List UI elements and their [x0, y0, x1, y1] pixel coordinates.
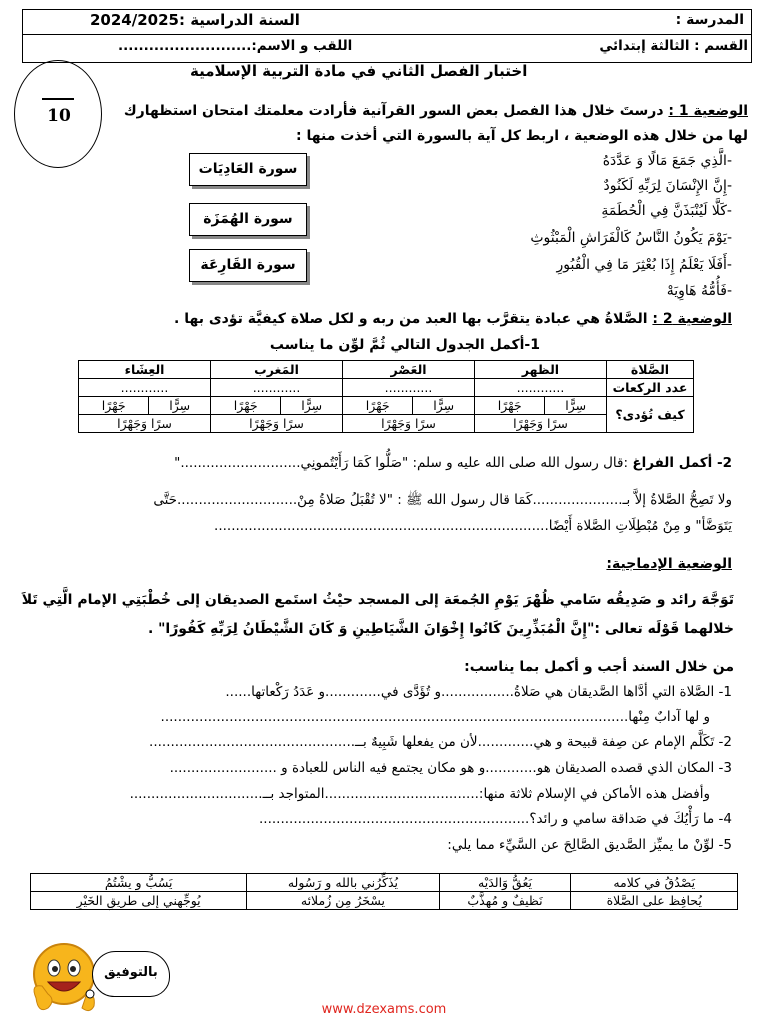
option-loud[interactable]: جَهْرًا	[343, 397, 413, 415]
option-loud[interactable]: جَهْرًا	[475, 397, 545, 415]
name-label[interactable]: اللقب و الاسم:..........................	[118, 38, 353, 54]
prayers-table	[78, 360, 694, 433]
situation1-instruction: درستَ خلال هذا الفصل بعض السور القرآنية فأرادت معلمتك امتحان استظهارك	[123, 103, 664, 119]
integration-q2[interactable]: 2- تَكَلَّم الإمام عن صِفة قبيحة و هي.............لأن من يفعلها شَبِيهٌ بــ................................................	[149, 734, 732, 750]
verse-item[interactable]: -كَلَّا لَيُنْبَذَنَّ فِي الْحُطَمَةِ	[601, 203, 732, 219]
option-secret[interactable]: سِرًّا	[413, 397, 475, 415]
year-label: السنة الدراسية :2024/2025	[90, 11, 300, 29]
situation2-statement: الصَّلاةُ هي عبادة يتقرَّب بها العبد من ربه و لكل صلاة كيفيَّة تؤدى بها .	[174, 311, 648, 327]
q2-text[interactable]: :قال رسول الله صلى الله عليه و سلم: "صَلُّوا كَمَا رَأَيْتُمونِي............................"	[174, 455, 629, 471]
integration-prompt: من خلال السند أجب و أكمل بما يناسب:	[464, 659, 734, 675]
verse-item[interactable]: -أَفَلَا يَعْلَمُ إِذَا بُعْثِرَ مَا فِي الْقُبُورِ	[556, 257, 732, 273]
table-header: الظهر	[475, 361, 607, 379]
trait-cell[interactable]: يُحافِظ على الصَّلاة	[571, 892, 738, 910]
sura-box-humaza[interactable]: سورة الهُمَزَة	[189, 203, 307, 236]
table-row	[79, 397, 694, 415]
table-row	[31, 892, 738, 910]
verse-item[interactable]: -يَوْمَ يَكُونُ النَّاسُ كَالْفَرَاشِ الْمَبْثُوثِ	[530, 230, 732, 246]
sura-box-adiyat[interactable]: سورة العَادِيَات	[189, 153, 307, 186]
score-value: 10	[47, 106, 71, 126]
integration-q5: 5- لوِّنْ ما يميِّز الصَّديق الصَّالِحَ عن السَّيِّء مما يلي:	[447, 837, 732, 853]
situation2-q1: 1-أكمل الجدول التالي ثُمَّ لوِّن ما يناسب	[269, 337, 540, 353]
trait-cell[interactable]: يَعُقُّ وَالدَيْه	[439, 874, 571, 892]
traits-table	[30, 873, 738, 910]
rakat-blank[interactable]: ............	[79, 379, 211, 397]
school-label: المدرسة :	[675, 12, 744, 28]
table-row	[79, 379, 694, 397]
q2-line1	[174, 455, 732, 471]
trait-cell[interactable]: يُوجِّهني إلى طريقِ الخَيْرِ	[31, 892, 247, 910]
table-header: العَصْر	[343, 361, 475, 379]
table-header: الصَّلاة	[607, 361, 694, 379]
website-watermark: www.dzexams.com	[321, 1002, 447, 1017]
situation1-text1	[124, 103, 748, 119]
header-separator	[22, 34, 752, 35]
q2-line2[interactable]: ولا تَصِحُّ الصَّلاةُ إلاَّ بـ.....................كَمَا قال رسول الله ﷺ : "لا تُقْبَلُ صَلاةُ مِنْ............................حَتَّى	[153, 492, 732, 508]
integration-text2: خلالهما قَوْلَه تعالى :"إِنَّ الْمُبَذِّرِينَ كَانُوا إِخْوَانَ الشَّيَاطِينِ وَ كَانَ الشَّيْطَانُ لِرَبِّهِ كَفُورًا" .	[147, 621, 734, 637]
table-row	[79, 415, 694, 433]
sura-box-qaria[interactable]: سورة القَارِعَة	[189, 249, 307, 282]
situation2-title: الوضعية 2 :	[652, 311, 732, 327]
option-loud[interactable]: جَهْرًا	[211, 397, 281, 415]
table-header-row	[79, 361, 694, 379]
trait-cell[interactable]: يَصْدُقُ في كلامه	[571, 874, 738, 892]
option-both[interactable]: سرًا وَجَهْرًا	[343, 415, 475, 433]
trait-cell[interactable]: يَسُبُّ و يشْتُمُ	[31, 874, 247, 892]
integration-q1b[interactable]: و لها آدابٌ مِنْها.............................................................................................................	[160, 709, 710, 725]
trait-cell[interactable]: نَظيفٌ و مُهذَّبٌ	[439, 892, 571, 910]
integration-title: الوضعية الإدماجية:	[606, 556, 732, 572]
table-row	[31, 874, 738, 892]
how-label: كيف تُؤدى؟	[607, 397, 694, 433]
option-both[interactable]: سرًا وَجَهْرًا	[79, 415, 211, 433]
integration-q4[interactable]: 4- ما رَأْيُكَ في صَداقة سامي و رائد؟...............................................................	[258, 811, 732, 827]
score-fraction-bar	[42, 98, 74, 100]
option-loud[interactable]: جَهْرًا	[79, 397, 149, 415]
trait-cell[interactable]: يُذَكِّرُني بالله و رَسُوله	[247, 874, 439, 892]
class-label: القسم : الثالثة إبتدائي	[599, 38, 748, 54]
situation2-text	[174, 311, 732, 327]
integration-q3b[interactable]: وأفضل هذه الأماكن في الإسلام ثلاثة منها:....................................المتواجد بــ...............................	[129, 786, 710, 802]
option-secret[interactable]: سِرًّا	[149, 397, 211, 415]
integration-q1a[interactable]: 1- الصَّلاة التي أدَّاها الصَّديقان هي صَلاةُ.................و تُؤَدَّى في.............و عَدَدُ رَكْعاتها......	[225, 684, 732, 700]
table-header: العِشَاء	[79, 361, 211, 379]
integration-text1: تَوَجَّهَ رائد و صَدِيقُه سَامي ظُهْرَ يَوْمِ الجُمعَة إلى المسجد حيْثُ استَمع الصديقان إلى خُطْبَتِي الإمام الَّتِي تَلاَ	[21, 592, 734, 608]
situation1-title: الوضعية 1 :	[668, 103, 748, 119]
option-both[interactable]: سرًا وَجَهْرًا	[475, 415, 607, 433]
option-secret[interactable]: سِرًّا	[281, 397, 343, 415]
verse-item[interactable]: -الَّذِي جَمَعَ مَالًا وَ عَدَّدَهُ	[602, 153, 732, 169]
good-luck-cloud: بالتوفيق	[92, 951, 170, 997]
option-secret[interactable]: سِرًّا	[545, 397, 607, 415]
verse-item[interactable]: -فَأُمُّهُ هَاوِيَهْ	[666, 283, 732, 299]
option-both[interactable]: سرًا وَجَهْرًا	[211, 415, 343, 433]
rakat-blank[interactable]: ............	[343, 379, 475, 397]
situation1-text2: لها من خلال هذه الوضعية ، اربط كل آية بالسورة التي أخذت منها :	[296, 128, 748, 144]
rakat-label: عدد الركعات	[607, 379, 694, 397]
q2-label: 2- أكمل الفراغ	[632, 455, 732, 471]
rakat-blank[interactable]: ............	[475, 379, 607, 397]
exam-title: اختبار الفصل الثاني في مادة التربية الإسلامية	[190, 62, 528, 80]
trait-cell[interactable]: يسْخَرُ مِن زُملائه	[247, 892, 439, 910]
rakat-blank[interactable]: ............	[211, 379, 343, 397]
verse-item[interactable]: -إِنَّ الإِنْسَانَ لِرَبِّهِ لَكَنُودٌ	[603, 178, 732, 194]
table-header: المَغرب	[211, 361, 343, 379]
integration-q3a[interactable]: 3- المكان الذي قصده الصديقان هو............و هو مكان يجتمع فيه الناس للعبادة و .........................	[169, 760, 732, 776]
q2-line3[interactable]: يَتَوَضَّأ" و مِنْ مُبْطِلَاتِ الصَّلاة أَيْضًا..............................................................................	[214, 518, 732, 534]
